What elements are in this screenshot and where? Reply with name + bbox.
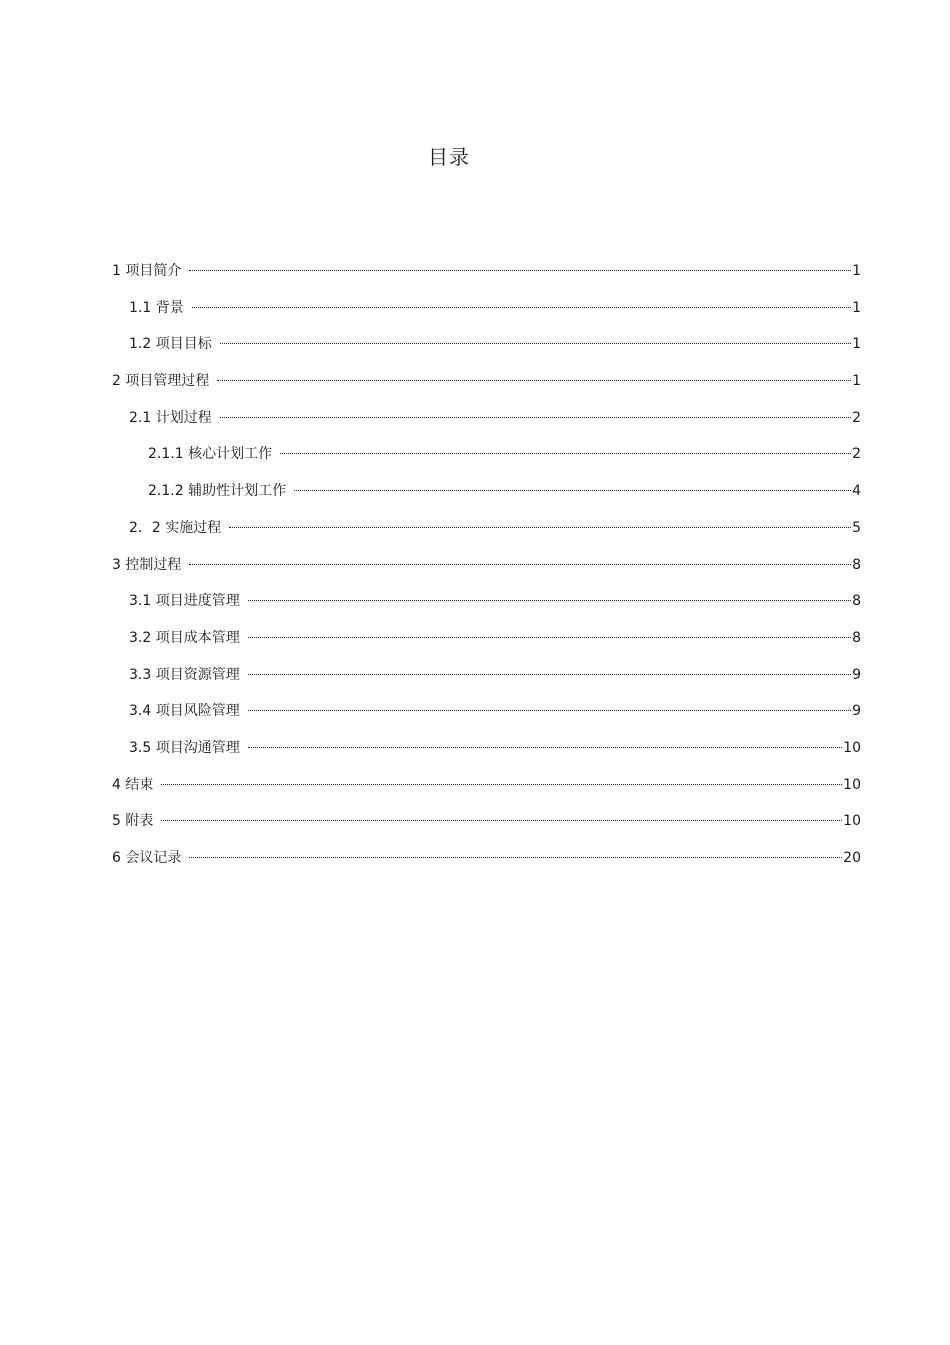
dot-leader: [248, 747, 842, 748]
toc-entry-page: 10: [843, 739, 861, 756]
toc-entry-page: 20: [843, 850, 861, 866]
toc-entry-label: 3.3 项目资源管理: [129, 666, 240, 683]
table-of-contents: [112, 260, 861, 884]
toc-entry[interactable]: [112, 847, 861, 884]
toc-entry-label: 3.2 项目成本管理: [129, 629, 240, 646]
toc-entry-page: 1: [852, 299, 861, 316]
toc-entry-page: 1: [852, 373, 861, 390]
dot-leader: [248, 674, 851, 675]
dot-leader: [248, 600, 851, 601]
toc-entry-label: 1.1 背景: [129, 299, 184, 316]
toc-entry-page: 2: [852, 409, 861, 426]
toc-entry[interactable]: [112, 627, 861, 664]
toc-entry-page: 9: [852, 666, 861, 683]
toc-entry[interactable]: [112, 297, 861, 334]
toc-entry[interactable]: [112, 407, 861, 444]
toc-entry-page: 1: [852, 336, 861, 353]
toc-entry[interactable]: [112, 737, 861, 774]
toc-entry-label: 2.1.2 辅助性计划工作: [148, 483, 287, 500]
toc-entry[interactable]: [112, 590, 861, 627]
toc-entry-page: 8: [852, 556, 861, 573]
dot-leader: [229, 527, 851, 528]
toc-entry-label: 2．2 实施过程: [129, 519, 222, 536]
toc-entry-label: 6 会议记录: [112, 850, 182, 866]
toc-entry[interactable]: [112, 260, 861, 297]
toc-entry[interactable]: [112, 333, 861, 370]
toc-entry[interactable]: [112, 664, 861, 701]
dot-leader: [192, 307, 851, 308]
toc-entry-page: 2: [852, 446, 861, 463]
toc-entry[interactable]: [112, 480, 861, 517]
toc-entry[interactable]: [112, 700, 861, 737]
dot-leader: [217, 380, 851, 381]
toc-entry[interactable]: [112, 554, 861, 591]
toc-entry-label: 1.2 项目目标: [129, 336, 212, 353]
dot-leader: [189, 564, 851, 565]
page-title: 目录: [428, 145, 470, 169]
toc-entry-page: 1: [852, 263, 861, 279]
dot-leader: [248, 710, 851, 711]
toc-entry[interactable]: [112, 370, 861, 407]
toc-entry-page: 10: [843, 813, 861, 830]
dot-leader: [189, 857, 842, 858]
toc-entry[interactable]: [112, 774, 861, 811]
dot-leader: [189, 270, 851, 271]
toc-entry-label: 2.1.1 核心计划工作: [148, 446, 273, 463]
toc-entry-label: 5 附表: [112, 813, 154, 830]
toc-entry[interactable]: [112, 443, 861, 480]
toc-entry-label: 3.5 项目沟通管理: [129, 739, 240, 756]
toc-entry-label: 1 项目简介: [112, 263, 182, 279]
toc-entry-label: 3.1 项目进度管理: [129, 593, 240, 610]
dot-leader: [220, 343, 851, 344]
toc-entry-page: 9: [852, 703, 861, 720]
toc-entry-label: 4 结束: [112, 776, 154, 793]
dot-leader: [248, 637, 851, 638]
toc-entry[interactable]: [112, 517, 861, 554]
toc-entry-page: 5: [852, 519, 861, 536]
dot-leader: [161, 820, 842, 821]
dot-leader: [161, 784, 842, 785]
toc-entry-label: 3.4 项目风险管理: [129, 703, 240, 720]
toc-entry-label: 2 项目管理过程: [112, 373, 210, 390]
dot-leader: [280, 453, 851, 454]
toc-entry-label: 2.1 计划过程: [129, 409, 212, 426]
dot-leader: [220, 417, 851, 418]
toc-entry-label: 3 控制过程: [112, 556, 182, 573]
toc-entry-page: 4: [852, 483, 861, 500]
toc-entry-page: 8: [852, 629, 861, 646]
toc-entry[interactable]: [112, 810, 861, 847]
dot-leader: [294, 490, 851, 491]
toc-entry-page: 8: [852, 593, 861, 610]
toc-entry-page: 10: [843, 776, 861, 793]
